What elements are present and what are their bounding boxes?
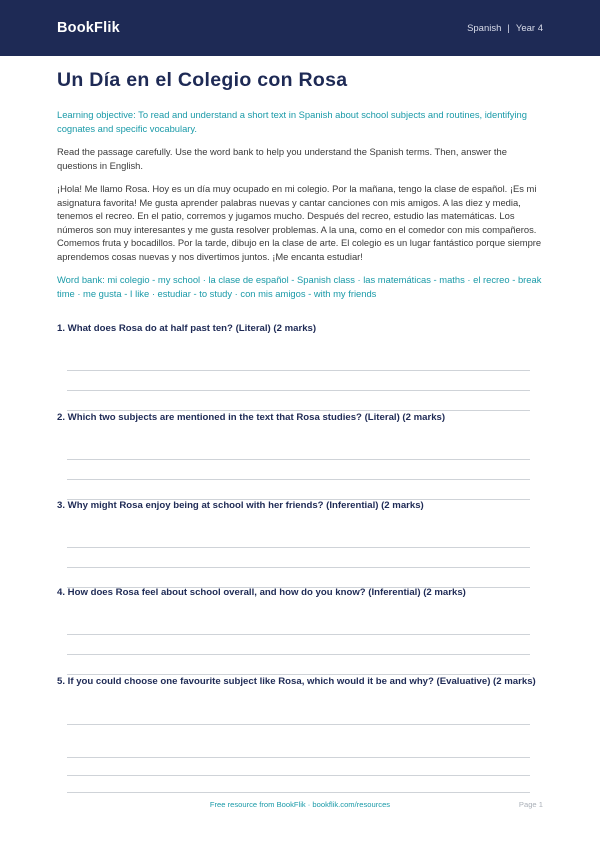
answer-line[interactable] [67, 654, 530, 655]
answer-line[interactable] [67, 459, 530, 460]
answer-line[interactable] [67, 757, 530, 758]
instructions-text: Read the passage carefully. Use the word bank to help you understand the Spanish terms. Then, answer the questions in English. [57, 146, 507, 171]
question-5 [57, 675, 543, 689]
question-4 [57, 586, 543, 600]
header-bar [0, 0, 600, 56]
question-2 [57, 411, 543, 425]
question-text: 5. If you could choose one favourite subject like Rosa, which would it be and why? (Evaluative) (2 marks) [57, 676, 536, 687]
answer-line[interactable] [67, 634, 530, 635]
learning-objective: Learning objective: To read and understand a short text in Spanish about school subjects and routines, identifying cognates and specific vocabulary. [57, 109, 527, 134]
question-text: 4. How does Rosa feel about school overall, and how do you know? (Inferential) (2 marks) [57, 587, 466, 598]
footer-credit-link[interactable]: Free resource from BookFlik · bookflik.com/resources [209, 800, 391, 809]
question-3 [57, 499, 543, 513]
answer-line[interactable] [67, 479, 530, 480]
word-bank: Word bank: mi colegio - my school · la clase de español - Spanish class · las matemáticas - maths · el recreo - break time · me gusta - I like · estudiar - to study · con mis amigos - with my friends [57, 274, 542, 299]
answer-line[interactable] [67, 775, 530, 776]
answer-line[interactable] [67, 390, 530, 391]
reading-passage: ¡Hola! Me llamo Rosa. Hoy es un día muy ocupado en mi colegio. Por la mañana, tengo la clase de español. ¡Es mi asignatura favorita! Me gusta aprender palabras nuevas y cantar canciones con mis amigos. A las diez y media, tenemos el recreo. En el patio, corremos y jugamos mucho. Después del recreo, estudio las matemáticas. Los números son muy interesantes y me gusta resolver problemas. A la una, como en el comedor con mis compañeros. Comemos fruta y bocadillos. Por la tarde, dibujo en la clase de arte. El colegio es un lugar fantástico porque siempre aprendemos cosas nuevas y nos divertimos juntos. ¡Me encanta estudiar! [57, 183, 542, 262]
year-label: Year 4 [515, 22, 543, 34]
question-text: 2. Which two subjects are mentioned in the text that Rosa studies? (Literal) (2 marks) [57, 412, 446, 423]
answer-line[interactable] [67, 567, 530, 568]
subject-year-label [467, 23, 543, 34]
worksheet-body [57, 56, 543, 300]
answer-line[interactable] [67, 792, 530, 793]
question-text: 1. What does Rosa do at half past ten? (Literal) (2 marks) [57, 323, 317, 334]
answer-line[interactable] [67, 547, 530, 548]
worksheet-title: Un Día en el Colegio con Rosa [57, 69, 348, 91]
page-number: Page 1 [518, 800, 543, 809]
answer-line[interactable] [67, 370, 530, 371]
brand-logo-text: BookFlik [57, 20, 120, 36]
question-text: 3. Why might Rosa enjoy being at school with her friends? (Inferential) (2 marks) [57, 500, 424, 511]
subject-label: Spanish [467, 22, 502, 34]
answer-line[interactable] [67, 724, 530, 725]
page-footer [0, 800, 600, 816]
question-1 [57, 322, 543, 336]
meta-separator: | [507, 22, 510, 34]
